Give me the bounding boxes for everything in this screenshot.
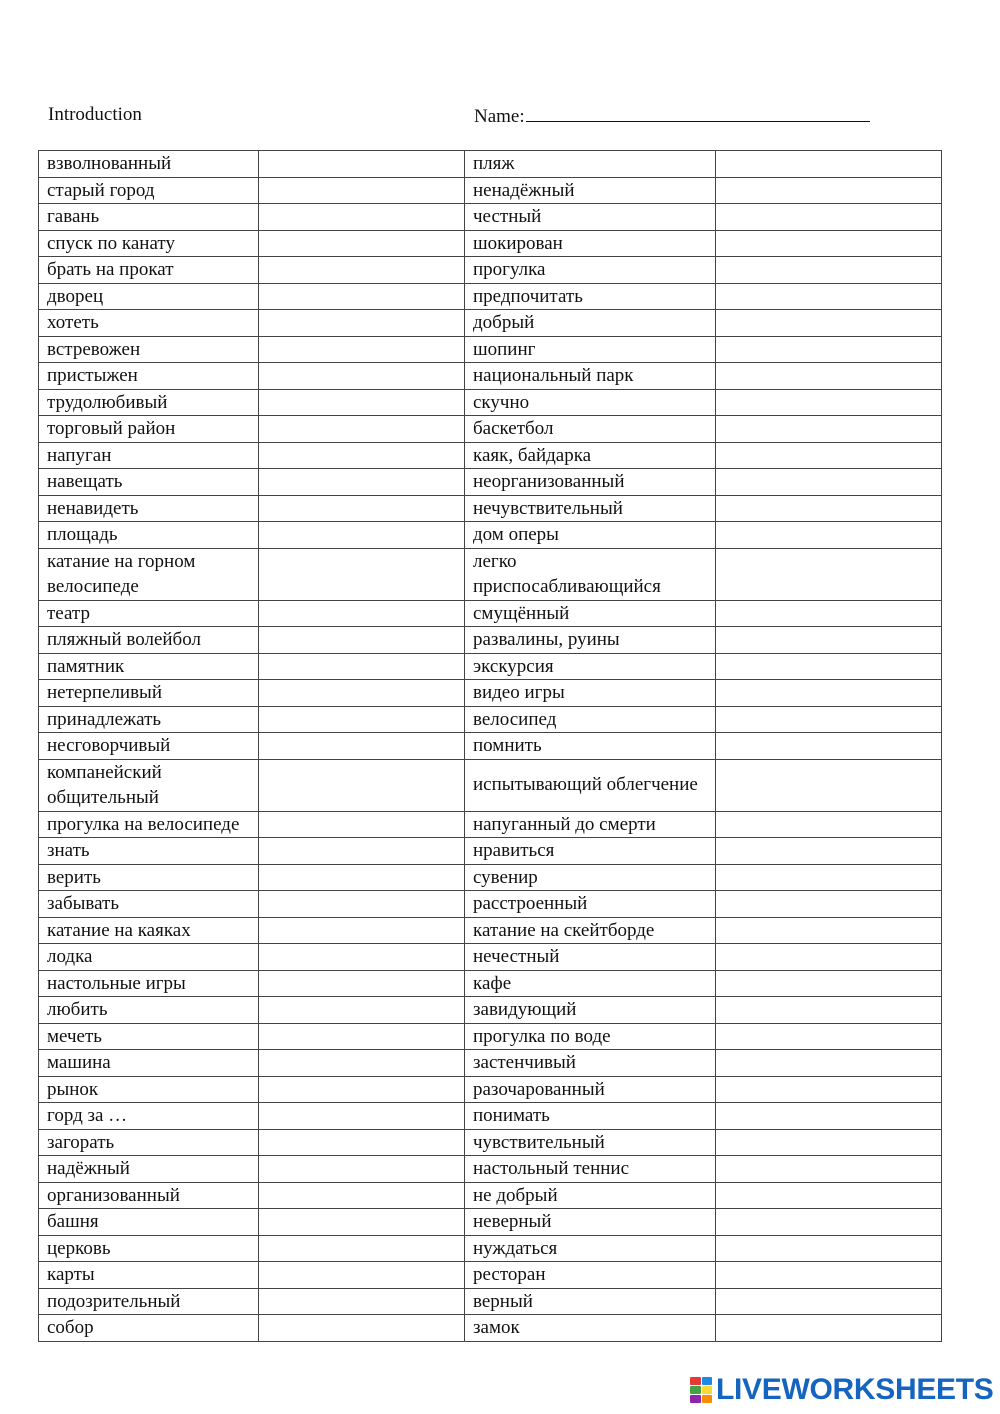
word-right: катание на скейтборде [465,917,716,944]
answer-cell-right[interactable] [716,548,942,600]
word-right: настольный теннис [465,1156,716,1183]
answer-cell-right[interactable] [716,864,942,891]
table-row [39,653,942,680]
answer-cell-right[interactable] [716,1209,942,1236]
word-right: развалины, руины [465,627,716,654]
answer-cell-right[interactable] [716,706,942,733]
table-row [39,230,942,257]
table-row [39,522,942,549]
word-left: надёжный [39,1156,259,1183]
answer-cell-left[interactable] [259,759,465,811]
answer-cell-left[interactable] [259,257,465,284]
answer-cell-right[interactable] [716,230,942,257]
answer-cell-left[interactable] [259,548,465,600]
table-row [39,1288,942,1315]
word-left: забывать [39,891,259,918]
word-right: неверный [465,1209,716,1236]
table-row [39,864,942,891]
table-row [39,944,942,971]
answer-cell-left[interactable] [259,522,465,549]
answer-cell-right[interactable] [716,944,942,971]
table-row [39,495,942,522]
table-row [39,733,942,760]
table-row [39,1209,942,1236]
answer-cell-right[interactable] [716,1023,942,1050]
answer-cell-left[interactable] [259,680,465,707]
word-left: организованный [39,1182,259,1209]
liveworksheets-logo-icon [690,1377,712,1403]
answer-cell-left[interactable] [259,1209,465,1236]
word-left: собор [39,1315,259,1342]
table-row [39,1182,942,1209]
table-row [39,177,942,204]
answer-cell-right[interactable] [716,838,942,865]
table-row [39,627,942,654]
word-right: предпочитать [465,283,716,310]
logo-square [702,1386,713,1394]
word-left: навещать [39,469,259,496]
answer-cell-left[interactable] [259,283,465,310]
answer-cell-right[interactable] [716,522,942,549]
word-right: легко приспосабливающийся [465,548,716,600]
word-right: понимать [465,1103,716,1130]
liveworksheets-logo [690,1373,994,1407]
answer-cell-right[interactable] [716,653,942,680]
word-left: дворец [39,283,259,310]
name-field-label [474,103,870,129]
answer-cell-left[interactable] [259,653,465,680]
intro-heading: Introduction [48,104,142,125]
answer-cell-left[interactable] [259,1182,465,1209]
word-left: карты [39,1262,259,1289]
word-left: торговый район [39,416,259,443]
word-left: пристыжен [39,363,259,390]
answer-cell-left[interactable] [259,864,465,891]
answer-cell-left[interactable] [259,1129,465,1156]
table-row [39,1315,942,1342]
answer-cell-right[interactable] [716,1050,942,1077]
answer-cell-right[interactable] [716,733,942,760]
word-right: помнить [465,733,716,760]
vocabulary-table [38,150,942,1342]
table-row [39,759,942,811]
word-right: прогулка по воде [465,1023,716,1050]
answer-cell-left[interactable] [259,389,465,416]
table-row [39,548,942,600]
answer-cell-left[interactable] [259,1076,465,1103]
answer-cell-right[interactable] [716,416,942,443]
table-row [39,336,942,363]
answer-cell-right[interactable] [716,1182,942,1209]
word-right: застенчивый [465,1050,716,1077]
word-right: расстроенный [465,891,716,918]
word-right: смущённый [465,600,716,627]
answer-cell-right[interactable] [716,151,942,178]
word-left: хотеть [39,310,259,337]
word-right: баскетбол [465,416,716,443]
table-row [39,997,942,1024]
answer-cell-left[interactable] [259,706,465,733]
answer-cell-left[interactable] [259,627,465,654]
word-left: пляжный волейбол [39,627,259,654]
vocabulary-table-body [39,151,942,1342]
answer-cell-right[interactable] [716,759,942,811]
answer-cell-right[interactable] [716,1288,942,1315]
answer-cell-left[interactable] [259,1156,465,1183]
word-left: компанейский общительный [39,759,259,811]
answer-cell-right[interactable] [716,257,942,284]
table-row [39,1156,942,1183]
word-left: напуган [39,442,259,469]
table-row [39,283,942,310]
word-left: настольные игры [39,970,259,997]
word-left: спуск по канату [39,230,259,257]
answer-cell-right[interactable] [716,1103,942,1130]
answer-cell-right[interactable] [716,917,942,944]
logo-text: LIVEWORKSHEETS [716,1373,994,1406]
word-right: честный [465,204,716,231]
answer-cell-right[interactable] [716,811,942,838]
word-right: дом оперы [465,522,716,549]
answer-cell-left[interactable] [259,469,465,496]
word-right: каяк, байдарка [465,442,716,469]
word-left: башня [39,1209,259,1236]
logo-square [690,1386,701,1394]
word-right: нечувствительный [465,495,716,522]
word-left: подозрительный [39,1288,259,1315]
answer-cell-right[interactable] [716,997,942,1024]
answer-cell-right[interactable] [716,1235,942,1262]
answer-cell-left[interactable] [259,416,465,443]
logo-square [702,1377,713,1385]
answer-cell-left[interactable] [259,177,465,204]
word-right: экскурсия [465,653,716,680]
word-left: прогулка на велосипеде [39,811,259,838]
table-row [39,1235,942,1262]
word-right: нуждаться [465,1235,716,1262]
answer-cell-right[interactable] [716,204,942,231]
answer-cell-left[interactable] [259,997,465,1024]
word-right: нравиться [465,838,716,865]
table-row [39,811,942,838]
word-left: катание на каяках [39,917,259,944]
word-left: принадлежать [39,706,259,733]
word-left: рынок [39,1076,259,1103]
word-right: добрый [465,310,716,337]
answer-cell-right[interactable] [716,469,942,496]
word-right: неорганизованный [465,469,716,496]
word-right: шопинг [465,336,716,363]
table-row [39,1050,942,1077]
word-left: памятник [39,653,259,680]
word-right: прогулка [465,257,716,284]
answer-cell-left[interactable] [259,917,465,944]
word-left: церковь [39,1235,259,1262]
table-row [39,838,942,865]
answer-cell-left[interactable] [259,1103,465,1130]
table-row [39,600,942,627]
table-row [39,1076,942,1103]
answer-cell-right[interactable] [716,336,942,363]
table-row [39,1103,942,1130]
answer-cell-left[interactable] [259,970,465,997]
word-left: мечеть [39,1023,259,1050]
answer-cell-right[interactable] [716,389,942,416]
table-row [39,970,942,997]
word-left: площадь [39,522,259,549]
answer-cell-left[interactable] [259,1023,465,1050]
answer-cell-left[interactable] [259,1050,465,1077]
name-label: Name: [474,106,525,127]
word-left: верить [39,864,259,891]
table-row [39,917,942,944]
table-row [39,204,942,231]
answer-cell-left[interactable] [259,442,465,469]
logo-square [690,1377,701,1385]
table-row [39,442,942,469]
word-right: разочарованный [465,1076,716,1103]
answer-cell-left[interactable] [259,310,465,337]
word-right: завидующий [465,997,716,1024]
word-left: несговорчивый [39,733,259,760]
answer-cell-left[interactable] [259,204,465,231]
answer-cell-left[interactable] [259,336,465,363]
answer-cell-left[interactable] [259,1288,465,1315]
word-right: чувствительный [465,1129,716,1156]
answer-cell-left[interactable] [259,811,465,838]
word-left: встревожен [39,336,259,363]
answer-cell-left[interactable] [259,733,465,760]
word-left: нетерпеливый [39,680,259,707]
word-left: трудолюбивый [39,389,259,416]
answer-cell-left[interactable] [259,1262,465,1289]
word-left: брать на прокат [39,257,259,284]
word-right: испытывающий облегчение [465,759,716,811]
word-left: любить [39,997,259,1024]
answer-cell-right[interactable] [716,442,942,469]
answer-cell-left[interactable] [259,230,465,257]
answer-cell-right[interactable] [716,1156,942,1183]
word-right: верный [465,1288,716,1315]
answer-cell-right[interactable] [716,680,942,707]
word-right: не добрый [465,1182,716,1209]
table-row [39,469,942,496]
answer-cell-right[interactable] [716,1129,942,1156]
word-right: пляж [465,151,716,178]
answer-cell-left[interactable] [259,1315,465,1342]
table-row [39,1262,942,1289]
answer-cell-left[interactable] [259,944,465,971]
word-left: машина [39,1050,259,1077]
word-right: нечестный [465,944,716,971]
word-right: замок [465,1315,716,1342]
word-right: кафе [465,970,716,997]
word-left: загорать [39,1129,259,1156]
word-left: горд за … [39,1103,259,1130]
answer-cell-right[interactable] [716,1076,942,1103]
logo-square [702,1395,713,1403]
word-right: видео игры [465,680,716,707]
word-left: взволнованный [39,151,259,178]
table-row [39,1023,942,1050]
word-right: скучно [465,389,716,416]
word-right: шокирован [465,230,716,257]
name-blank-line[interactable] [526,103,870,122]
table-row [39,680,942,707]
table-row [39,363,942,390]
table-row [39,257,942,284]
answer-cell-left[interactable] [259,891,465,918]
logo-square [690,1395,701,1403]
word-left: старый город [39,177,259,204]
table-row [39,151,942,178]
word-left: гавань [39,204,259,231]
answer-cell-left[interactable] [259,363,465,390]
answer-cell-right[interactable] [716,600,942,627]
table-row [39,891,942,918]
table-row [39,706,942,733]
word-right: сувенир [465,864,716,891]
answer-cell-right[interactable] [716,363,942,390]
word-right: ресторан [465,1262,716,1289]
word-right: национальный парк [465,363,716,390]
table-row [39,416,942,443]
answer-cell-left[interactable] [259,151,465,178]
answer-cell-right[interactable] [716,283,942,310]
answer-cell-left[interactable] [259,600,465,627]
answer-cell-right[interactable] [716,495,942,522]
word-left: лодка [39,944,259,971]
answer-cell-right[interactable] [716,627,942,654]
word-right: ненадёжный [465,177,716,204]
word-right: велосипед [465,706,716,733]
word-left: театр [39,600,259,627]
answer-cell-right[interactable] [716,177,942,204]
table-row [39,389,942,416]
answer-cell-right[interactable] [716,891,942,918]
answer-cell-right[interactable] [716,1262,942,1289]
answer-cell-left[interactable] [259,495,465,522]
answer-cell-right[interactable] [716,1315,942,1342]
answer-cell-right[interactable] [716,310,942,337]
word-left: знать [39,838,259,865]
word-left: ненавидеть [39,495,259,522]
table-row [39,310,942,337]
table-row [39,1129,942,1156]
answer-cell-left[interactable] [259,1235,465,1262]
word-right: напуганный до смерти [465,811,716,838]
word-left: катание на горном велосипеде [39,548,259,600]
answer-cell-left[interactable] [259,838,465,865]
answer-cell-right[interactable] [716,970,942,997]
